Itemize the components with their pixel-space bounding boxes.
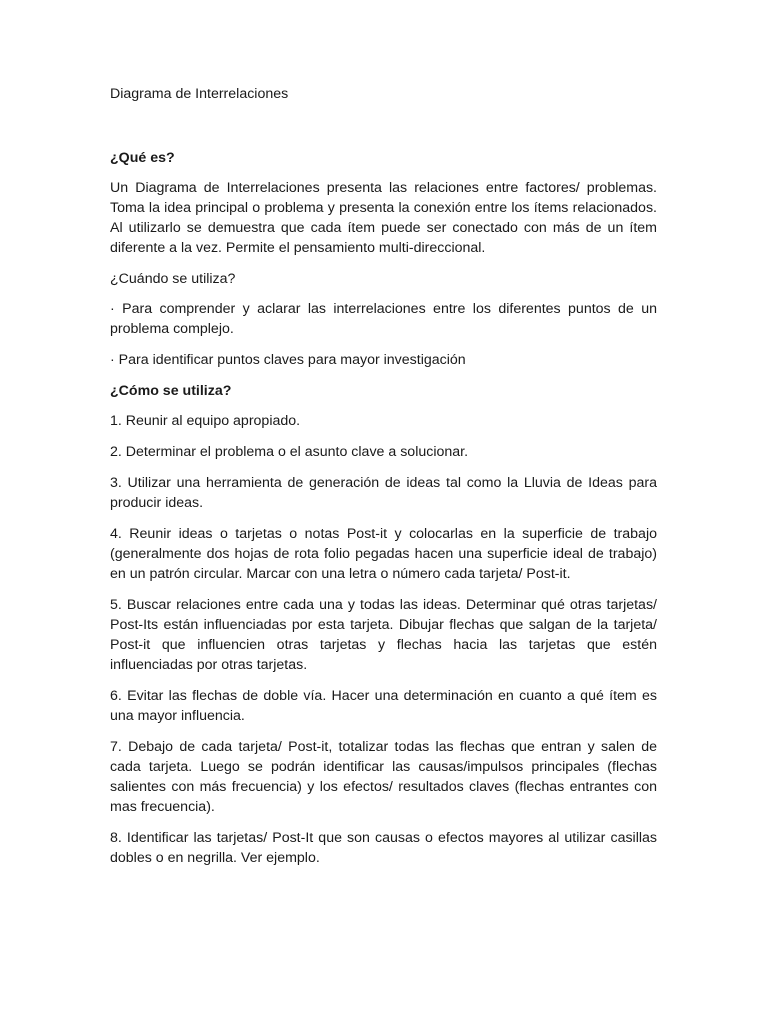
- step-item: 2. Determinar el problema o el asunto clave a solucionar.: [110, 444, 469, 460]
- step-item: 4. Reunir ideas o tarjetas o notas Post-it y colocarlas en la superficie de trabajo (generalmente dos hojas de rota folio pegadas hacen una superficie ideal de trabajo) en un patrón circular. Marcar con una letra o número cada tarjeta/ Post-it.: [110, 526, 657, 582]
- heading-que-es: ¿Qué es?: [110, 150, 175, 166]
- step-item: 5. Buscar relaciones entre cada una y todas las ideas. Determinar qué otras tarjetas/ Post-Its están influenciadas por esta tarjeta. Dibujar flechas que salgan de la tarjeta/ Post-it que influencien otras tarjetas y flechas hacia las tarjetas que estén influenciadas por otras tarjetas.: [110, 597, 657, 673]
- paragraph-definition: Un Diagrama de Interrelaciones presenta las relaciones entre factores/ problemas. Toma la idea principal o problema y presenta la conexión entre los ítems relacionados. Al utilizarlo se demuestra que cada ítem puede ser conectado con más de un ítem diferente a la vez. Permite el pensamiento multi-direccional.: [110, 180, 657, 256]
- step-item: 8. Identificar las tarjetas/ Post-It que son causas o efectos mayores al utilizar casillas dobles o en negrilla. Ver ejemplo.: [110, 830, 657, 866]
- heading-como: ¿Cómo se utiliza?: [110, 383, 232, 399]
- heading-cuando: ¿Cuándo se utiliza?: [110, 271, 236, 287]
- bullet-item: · Para comprender y aclarar las interrelaciones entre los diferentes puntos de un problema complejo.: [110, 301, 657, 337]
- bullet-item: · Para identificar puntos claves para mayor investigación: [110, 352, 466, 368]
- step-item: 6. Evitar las flechas de doble vía. Hacer una determinación en cuanto a qué ítem es una mayor influencia.: [110, 688, 657, 724]
- document-title: Diagrama de Interrelaciones: [110, 86, 289, 102]
- step-item: 7. Debajo de cada tarjeta/ Post-it, totalizar todas las flechas que entran y salen de cada tarjeta. Luego se podrán identificar las causas/impulsos principales (flechas salientes con más frecuencia) y los efectos/ resultados claves (flechas entrantes con mas frecuencia).: [110, 739, 657, 815]
- document-page: [110, 84, 657, 879]
- step-item: 3. Utilizar una herramienta de generación de ideas tal como la Lluvia de Ideas para producir ideas.: [110, 475, 657, 511]
- step-item: 1. Reunir al equipo apropiado.: [110, 413, 301, 429]
